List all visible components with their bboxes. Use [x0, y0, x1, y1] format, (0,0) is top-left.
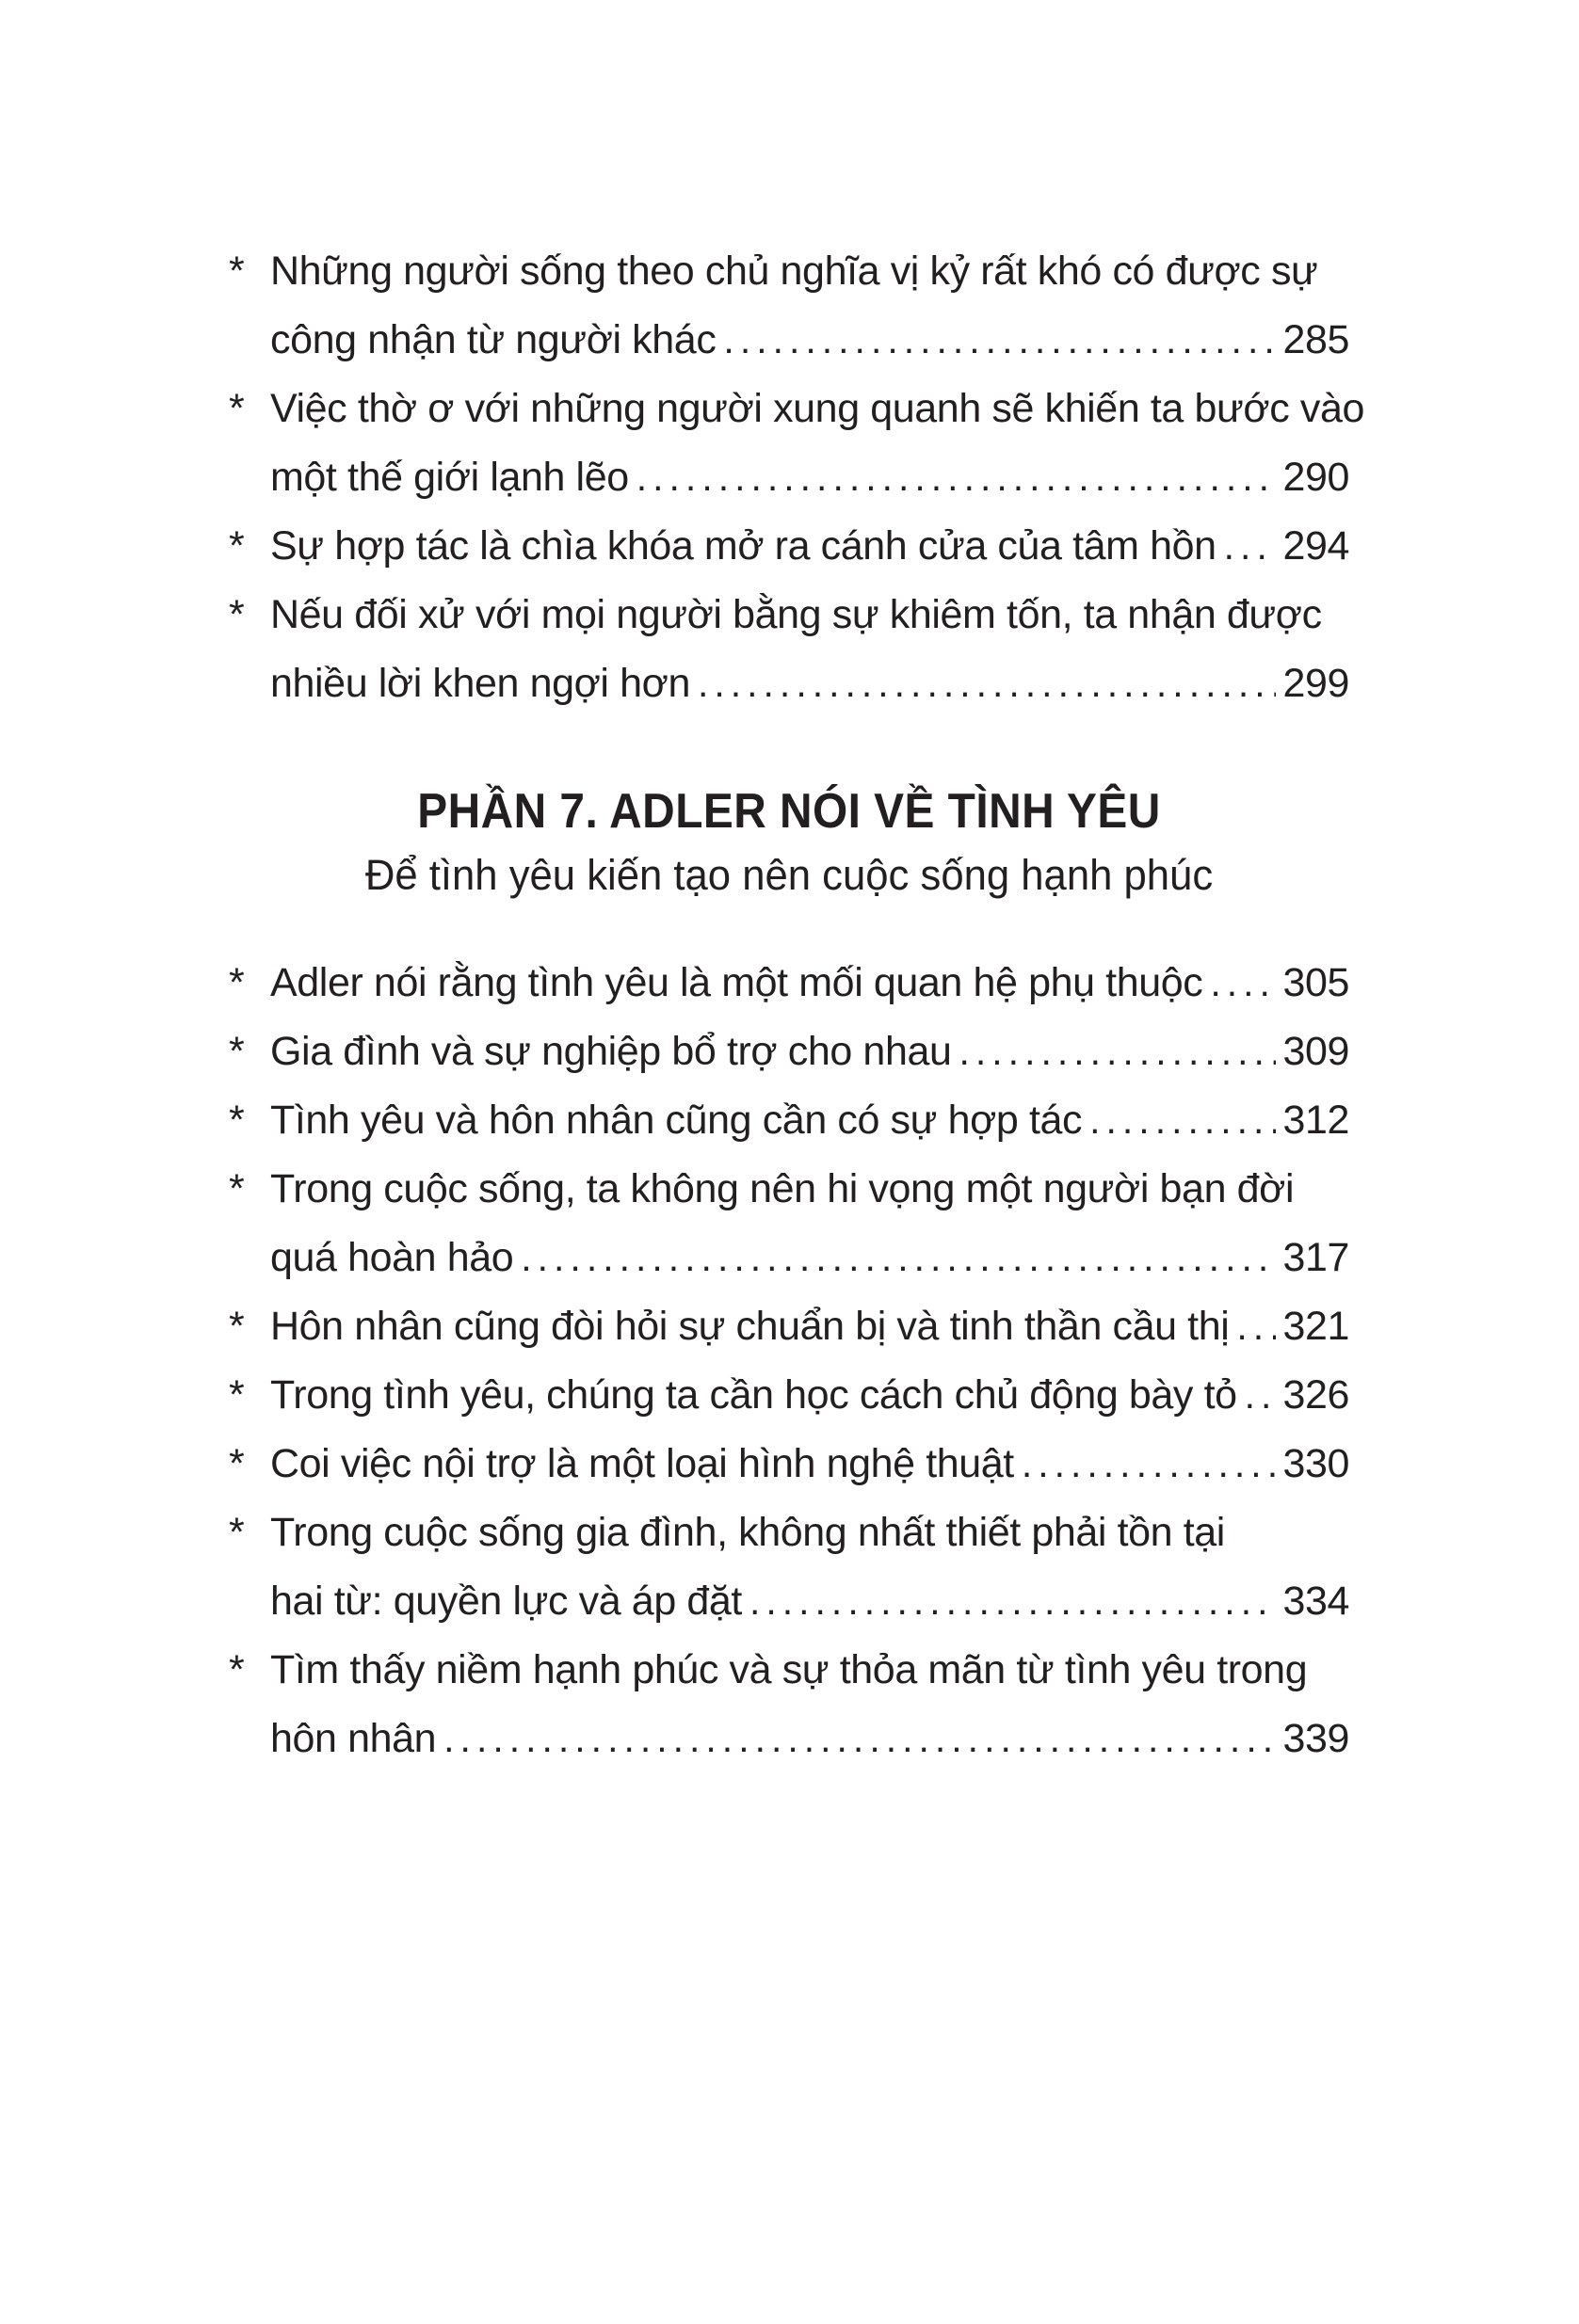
page-number: 309	[1282, 1029, 1349, 1074]
toc-entry-body	[270, 581, 1349, 718]
toc-entry-body	[270, 1292, 1349, 1361]
toc-entry-line	[270, 512, 1349, 581]
toc-entry-body	[270, 1018, 1349, 1086]
toc-entry-line	[270, 1705, 1349, 1773]
toc-entry-line	[270, 1018, 1349, 1086]
toc-entry	[229, 237, 1349, 375]
toc-entry-body	[270, 512, 1349, 581]
toc-entry	[229, 1430, 1349, 1499]
toc-entry-text: công nhận từ người khác	[270, 317, 717, 362]
toc-entry-line	[270, 1567, 1349, 1636]
toc-entry-text: Sự hợp tác là chìa khóa mở ra cánh cửa của tâm hồn	[270, 523, 1216, 569]
page-number: 285	[1282, 317, 1349, 362]
page-number: 317	[1282, 1235, 1349, 1280]
dot-leader	[521, 1224, 1276, 1292]
toc-entry-text: Trong cuộc sống gia đình, không nhất thiết phải tồn tại	[270, 1510, 1225, 1555]
dot-leader	[959, 1018, 1277, 1086]
page-number: 326	[1282, 1372, 1349, 1418]
bullet-asterisk: *	[229, 1441, 245, 1486]
toc-entry	[229, 1292, 1349, 1361]
dot-leader	[1224, 512, 1277, 581]
section-title: PHẦN 7. ADLER NÓI VỀ TÌNH YÊU	[417, 784, 1161, 839]
toc-entry-text: Tình yêu và hôn nhân cũng cần có sự hợp tác	[270, 1098, 1083, 1143]
dot-leader	[1236, 1292, 1276, 1361]
page-number: 290	[1282, 455, 1349, 500]
toc-entry	[229, 1086, 1349, 1155]
toc-entry-text: Hôn nhân cũng đòi hỏi sự chuẩn bị và tinh thần cầu thị	[270, 1304, 1230, 1349]
toc-entry-text: Adler nói rằng tình yêu là một mối quan hệ phụ thuộc	[270, 960, 1203, 1005]
dot-leader	[1089, 1086, 1276, 1155]
bullet-asterisk: *	[229, 1029, 245, 1074]
toc-entry-text: quá hoàn hảo	[270, 1235, 514, 1280]
page-number: 321	[1282, 1304, 1349, 1349]
dot-leader	[698, 649, 1276, 718]
bullet-asterisk: *	[229, 1304, 245, 1349]
dot-leader	[749, 1567, 1276, 1636]
table-of-contents	[229, 237, 1364, 1773]
toc-entry-line	[270, 649, 1349, 718]
page-number: 334	[1282, 1579, 1349, 1624]
bullet-asterisk: *	[229, 386, 245, 431]
toc-entry	[229, 1361, 1349, 1430]
page-number: 294	[1282, 523, 1349, 569]
bullet-asterisk: *	[229, 1098, 245, 1143]
toc-entry-body	[270, 1086, 1349, 1155]
toc-entry-text: một thế giới lạnh lẽo	[270, 455, 629, 500]
dot-leader	[636, 443, 1277, 512]
toc-entry-line	[270, 1292, 1349, 1361]
toc-entry-text: hôn nhân	[270, 1716, 437, 1761]
bullet-asterisk: *	[229, 1372, 245, 1418]
bullet-asterisk: *	[229, 1647, 245, 1692]
dot-leader	[1245, 1361, 1277, 1430]
bullet-asterisk: *	[229, 960, 245, 1005]
toc-entry-line	[270, 1224, 1349, 1292]
bullet-asterisk: *	[229, 592, 245, 637]
toc-entry-text: Những người sống theo chủ nghĩa vị kỷ rất khó có được sự	[270, 248, 1318, 294]
toc-entry-line	[270, 1361, 1349, 1430]
page-number: 299	[1282, 661, 1349, 706]
toc-entry-body	[270, 1155, 1349, 1292]
toc-entry	[229, 1636, 1349, 1773]
bullet-asterisk: *	[229, 1510, 245, 1555]
toc-entry-body	[270, 1636, 1349, 1773]
section-subtitle: Để tình yêu kiến tạo nên cuộc sống hạnh phúc	[364, 851, 1214, 899]
bullet-asterisk: *	[229, 523, 245, 569]
toc-entry-body	[270, 1430, 1349, 1499]
toc-entry-text: Gia đình và sự nghiệp bổ trợ cho nhau	[270, 1029, 952, 1074]
toc-entry-body	[270, 1361, 1349, 1430]
dot-leader	[443, 1705, 1276, 1773]
toc-entry-line	[270, 443, 1349, 512]
toc-entry	[229, 1018, 1349, 1086]
toc-entry-text: Coi việc nội trợ là một loại hình nghệ thuật	[270, 1441, 1014, 1486]
section-heading	[229, 780, 1349, 906]
toc-entry-text: hai từ: quyền lực và áp đặt	[270, 1579, 742, 1624]
toc-entry-line	[270, 306, 1349, 375]
toc-entry-body	[270, 949, 1349, 1018]
toc-list-part6	[229, 237, 1364, 718]
bullet-asterisk: *	[229, 1166, 245, 1211]
toc-entry-body	[270, 375, 1364, 512]
toc-entry	[229, 375, 1364, 512]
toc-entry	[229, 512, 1349, 581]
toc-entry-text: Nếu đối xử với mọi người bằng sự khiêm tốn, ta nhận được	[270, 592, 1322, 637]
toc-entry-line	[270, 1086, 1349, 1155]
toc-entry-text: nhiều lời khen ngợi hơn	[270, 661, 690, 706]
toc-entry	[229, 1155, 1349, 1292]
page-number: 305	[1282, 960, 1349, 1005]
dot-leader	[1210, 949, 1276, 1018]
page-number: 312	[1282, 1098, 1349, 1143]
toc-entry-line	[270, 949, 1349, 1018]
page-number: 339	[1282, 1716, 1349, 1761]
toc-entry	[229, 1499, 1349, 1636]
toc-entry	[229, 581, 1349, 718]
toc-entry	[229, 949, 1349, 1018]
toc-entry-text: Trong cuộc sống, ta không nên hi vọng một người bạn đời	[270, 1166, 1295, 1211]
toc-entry-body	[270, 237, 1349, 375]
bullet-asterisk: *	[229, 248, 245, 294]
toc-entry-body	[270, 1499, 1349, 1636]
toc-entry-text: Việc thờ ơ với những người xung quanh sẽ khiến ta bước vào	[270, 386, 1364, 431]
page-number: 330	[1282, 1441, 1349, 1486]
dot-leader	[1022, 1430, 1277, 1499]
toc-list-part7	[229, 949, 1349, 1773]
toc-entry-line	[270, 1430, 1349, 1499]
toc-entry-text: Trong tình yêu, chúng ta cần học cách chủ động bày tỏ	[270, 1372, 1237, 1418]
toc-entry-text: Tìm thấy niềm hạnh phúc và sự thỏa mãn từ tình yêu trong	[270, 1647, 1308, 1692]
dot-leader	[723, 306, 1276, 375]
